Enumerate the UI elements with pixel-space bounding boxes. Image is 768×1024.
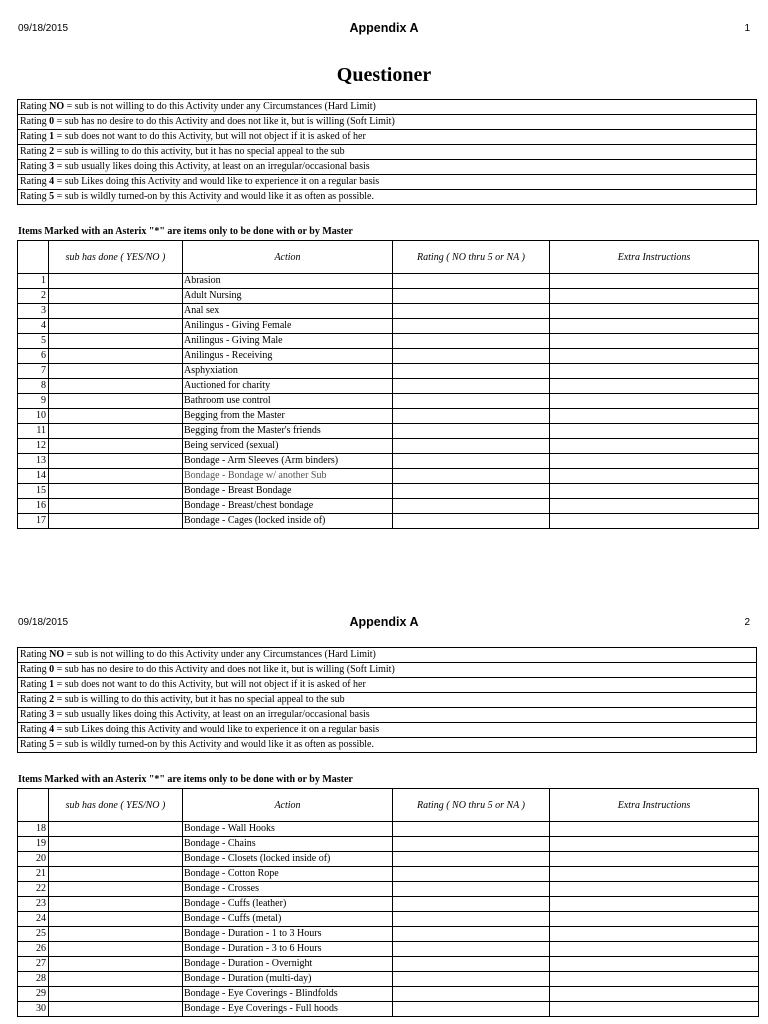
table-row xyxy=(18,927,759,942)
row-number: 16 xyxy=(18,499,49,514)
legend-rating-key: NO xyxy=(49,101,65,112)
row-number: 29 xyxy=(18,987,49,1002)
sub-has-done-cell[interactable] xyxy=(49,927,183,942)
legend-rating-key: 1 xyxy=(49,679,55,690)
legend-description: = sub has no desire to do this Activity and does not like it, but is willing (Soft Limit) xyxy=(54,116,395,127)
action-cell: Bondage - Crosses xyxy=(183,882,393,897)
rating-cell[interactable] xyxy=(393,987,550,1002)
extra-instructions-header: Extra Instructions xyxy=(550,789,759,822)
legend-row xyxy=(18,723,757,738)
legend-rating-key: 5 xyxy=(49,739,55,750)
legend-cell xyxy=(18,175,757,190)
action-cell: Begging from the Master's friends xyxy=(183,424,393,439)
legend-description: = sub does not want to do this Activity, but will not object if it is asked of her xyxy=(54,679,366,690)
asterix-note: Items Marked with an Asterix "*" are items only to be done with or by Master xyxy=(18,226,353,237)
extra-instructions-cell[interactable] xyxy=(550,822,759,837)
action-cell: Bondage - Bondage w/ another Sub xyxy=(183,469,393,484)
legend-cell xyxy=(18,738,757,753)
table-row xyxy=(18,957,759,972)
extra-instructions-cell[interactable] xyxy=(550,942,759,957)
legend-row xyxy=(18,190,757,205)
sub-has-done-cell[interactable] xyxy=(49,454,183,469)
extra-instructions-cell[interactable] xyxy=(550,867,759,882)
sub-has-done-cell[interactable] xyxy=(49,957,183,972)
legend-cell xyxy=(18,130,757,145)
legend-description: = sub is willing to do this activity, but it has no special appeal to the sub xyxy=(54,146,345,157)
legend-prefix: Rating xyxy=(20,679,50,690)
legend-description: = sub Likes doing this Activity and would like to experience it on a regular basis xyxy=(54,176,380,187)
extra-instructions-cell[interactable] xyxy=(550,439,759,454)
action-cell: Anilingus - Giving Female xyxy=(183,319,393,334)
rating-cell[interactable] xyxy=(393,379,550,394)
legend-prefix: Rating xyxy=(20,116,50,127)
sub-has-done-cell[interactable] xyxy=(49,514,183,529)
rating-legend xyxy=(17,647,757,753)
action-cell: Anilingus - Giving Male xyxy=(183,334,393,349)
table-row xyxy=(18,912,759,927)
sub-has-done-cell[interactable] xyxy=(49,499,183,514)
legend-prefix: Rating xyxy=(20,709,50,720)
sub-has-done-cell[interactable] xyxy=(49,882,183,897)
action-cell: Bondage - Chains xyxy=(183,837,393,852)
legend-row xyxy=(18,100,757,115)
sub-has-done-cell[interactable] xyxy=(49,394,183,409)
table-row xyxy=(18,484,759,499)
action-cell: Auctioned for charity xyxy=(183,379,393,394)
legend-prefix: Rating xyxy=(20,131,50,142)
legend-rating-key: 0 xyxy=(49,116,55,127)
sub-has-done-cell[interactable] xyxy=(49,379,183,394)
rating-cell[interactable] xyxy=(393,942,550,957)
asterix-note: Items Marked with an Asterix "*" are items only to be done with or by Master xyxy=(18,774,353,785)
extra-instructions-cell[interactable] xyxy=(550,927,759,942)
sub-has-done-cell[interactable] xyxy=(49,837,183,852)
action-cell: Bondage - Closets (locked inside of) xyxy=(183,852,393,867)
rating-cell[interactable] xyxy=(393,499,550,514)
header-title: Appendix A xyxy=(349,615,419,629)
legend-cell xyxy=(18,115,757,130)
extra-instructions-header: Extra Instructions xyxy=(550,241,759,274)
rating-cell[interactable] xyxy=(393,349,550,364)
action-cell: Bondage - Arm Sleeves (Arm binders) xyxy=(183,454,393,469)
action-cell: Bondage - Cuffs (leather) xyxy=(183,897,393,912)
sub-has-done-cell[interactable] xyxy=(49,912,183,927)
rating-cell[interactable] xyxy=(393,394,550,409)
legend-rating-key: 3 xyxy=(49,161,55,172)
rating-header: Rating ( NO thru 5 or NA ) xyxy=(393,789,550,822)
legend-description: = sub is willing to do this activity, but it has no special appeal to the sub xyxy=(54,694,345,705)
legend-row xyxy=(18,115,757,130)
action-cell: Asphyxiation xyxy=(183,364,393,379)
row-number: 23 xyxy=(18,897,49,912)
legend-rating-key: 3 xyxy=(49,709,55,720)
table-row xyxy=(18,424,759,439)
legend-cell xyxy=(18,190,757,205)
rating-cell[interactable] xyxy=(393,882,550,897)
action-header: Action xyxy=(183,789,393,822)
extra-instructions-cell[interactable] xyxy=(550,837,759,852)
extra-instructions-cell[interactable] xyxy=(550,349,759,364)
action-cell: Bondage - Duration - Overnight xyxy=(183,957,393,972)
row-number: 28 xyxy=(18,972,49,987)
row-number-header xyxy=(18,789,49,822)
legend-row xyxy=(18,648,757,663)
row-number: 3 xyxy=(18,304,49,319)
row-number: 25 xyxy=(18,927,49,942)
extra-instructions-cell[interactable] xyxy=(550,514,759,529)
action-cell: Bondage - Duration - 3 to 6 Hours xyxy=(183,942,393,957)
row-number: 27 xyxy=(18,957,49,972)
legend-description: = sub has no desire to do this Activity and does not like it, but is willing (Soft Limit) xyxy=(54,664,395,675)
row-number: 17 xyxy=(18,514,49,529)
legend-prefix: Rating xyxy=(20,664,50,675)
row-number: 14 xyxy=(18,469,49,484)
legend-row xyxy=(18,145,757,160)
activity-table xyxy=(17,240,759,529)
rating-cell[interactable] xyxy=(393,852,550,867)
extra-instructions-cell[interactable] xyxy=(550,1002,759,1017)
table-row xyxy=(18,439,759,454)
extra-instructions-cell[interactable] xyxy=(550,424,759,439)
rating-cell[interactable] xyxy=(393,454,550,469)
legend-prefix: Rating xyxy=(20,176,50,187)
sub-has-done-cell[interactable] xyxy=(49,319,183,334)
extra-instructions-cell[interactable] xyxy=(550,882,759,897)
action-cell: Bondage - Eye Coverings - Full hoods xyxy=(183,1002,393,1017)
table-row xyxy=(18,274,759,289)
table-row xyxy=(18,349,759,364)
table-row xyxy=(18,1002,759,1017)
action-cell: Bondage - Duration - 1 to 3 Hours xyxy=(183,927,393,942)
action-cell: Adult Nursing xyxy=(183,289,393,304)
sub-has-done-cell[interactable] xyxy=(49,439,183,454)
extra-instructions-cell[interactable] xyxy=(550,972,759,987)
sub-has-done-cell[interactable] xyxy=(49,274,183,289)
sub-has-done-cell[interactable] xyxy=(49,987,183,1002)
header-page-number: 2 xyxy=(744,617,750,628)
table-row xyxy=(18,822,759,837)
action-cell: Being serviced (sexual) xyxy=(183,439,393,454)
row-number: 19 xyxy=(18,837,49,852)
table-row xyxy=(18,867,759,882)
extra-instructions-cell[interactable] xyxy=(550,274,759,289)
legend-row xyxy=(18,678,757,693)
legend-prefix: Rating xyxy=(20,191,50,202)
sub-has-done-header: sub has done ( YES/NO ) xyxy=(49,241,183,274)
table-row xyxy=(18,499,759,514)
sub-has-done-cell[interactable] xyxy=(49,469,183,484)
sub-has-done-cell[interactable] xyxy=(49,822,183,837)
action-cell: Bondage - Duration (multi-day) xyxy=(183,972,393,987)
sub-has-done-cell[interactable] xyxy=(49,334,183,349)
extra-instructions-cell[interactable] xyxy=(550,987,759,1002)
rating-cell[interactable] xyxy=(393,334,550,349)
rating-cell[interactable] xyxy=(393,822,550,837)
table-row xyxy=(18,394,759,409)
table-row xyxy=(18,837,759,852)
row-number: 5 xyxy=(18,334,49,349)
rating-cell[interactable] xyxy=(393,927,550,942)
legend-prefix: Rating xyxy=(20,739,50,750)
sub-has-done-cell[interactable] xyxy=(49,409,183,424)
activity-table xyxy=(17,788,759,1017)
rating-cell[interactable] xyxy=(393,304,550,319)
sub-has-done-cell[interactable] xyxy=(49,852,183,867)
row-number: 20 xyxy=(18,852,49,867)
table-row xyxy=(18,514,759,529)
legend-cell xyxy=(18,160,757,175)
rating-cell[interactable] xyxy=(393,897,550,912)
document-title: Questioner xyxy=(336,64,432,86)
row-number: 15 xyxy=(18,484,49,499)
legend-rating-key: 2 xyxy=(49,146,55,157)
rating-cell[interactable] xyxy=(393,957,550,972)
extra-instructions-cell[interactable] xyxy=(550,454,759,469)
legend-cell xyxy=(18,663,757,678)
extra-instructions-cell[interactable] xyxy=(550,319,759,334)
legend-row xyxy=(18,175,757,190)
rating-cell[interactable] xyxy=(393,837,550,852)
legend-rating-key: NO xyxy=(49,649,65,660)
legend-rating-key: 4 xyxy=(49,724,55,735)
sub-has-done-header: sub has done ( YES/NO ) xyxy=(49,789,183,822)
legend-row xyxy=(18,708,757,723)
legend-description: = sub usually likes doing this Activity, at least on an irregular/occasional basis xyxy=(54,709,370,720)
legend-cell xyxy=(18,693,757,708)
table-header-row xyxy=(18,241,759,274)
legend-description: = sub Likes doing this Activity and would like to experience it on a regular basis xyxy=(54,724,380,735)
row-number-header xyxy=(18,241,49,274)
legend-row xyxy=(18,160,757,175)
legend-description: = sub is wildly turned-on by this Activity and would like it as often as possible. xyxy=(54,191,374,202)
rating-cell[interactable] xyxy=(393,439,550,454)
row-number: 4 xyxy=(18,319,49,334)
document-page-2 xyxy=(0,548,768,1024)
table-row xyxy=(18,972,759,987)
legend-description: = sub is not willing to do this Activity under any Circumstances (Hard Limit) xyxy=(64,101,376,112)
header-date: 09/18/2015 xyxy=(18,617,69,628)
table-row xyxy=(18,882,759,897)
rating-legend xyxy=(17,99,757,205)
legend-rating-key: 4 xyxy=(49,176,55,187)
sub-has-done-cell[interactable] xyxy=(49,304,183,319)
table-header-row xyxy=(18,789,759,822)
sub-has-done-cell[interactable] xyxy=(49,424,183,439)
legend-cell xyxy=(18,708,757,723)
legend-description: = sub usually likes doing this Activity, at least on an irregular/occasional basis xyxy=(54,161,370,172)
row-number: 22 xyxy=(18,882,49,897)
action-cell: Bathroom use control xyxy=(183,394,393,409)
row-number: 24 xyxy=(18,912,49,927)
action-cell: Bondage - Cuffs (metal) xyxy=(183,912,393,927)
row-number: 13 xyxy=(18,454,49,469)
sub-has-done-cell[interactable] xyxy=(49,484,183,499)
rating-cell[interactable] xyxy=(393,424,550,439)
table-row xyxy=(18,942,759,957)
table-row xyxy=(18,987,759,1002)
action-cell: Bondage - Breast Bondage xyxy=(183,484,393,499)
rating-cell[interactable] xyxy=(393,972,550,987)
sub-has-done-cell[interactable] xyxy=(49,972,183,987)
row-number: 1 xyxy=(18,274,49,289)
sub-has-done-cell[interactable] xyxy=(49,349,183,364)
legend-rating-key: 2 xyxy=(49,694,55,705)
extra-instructions-cell[interactable] xyxy=(550,469,759,484)
table-row xyxy=(18,319,759,334)
rating-cell[interactable] xyxy=(393,289,550,304)
legend-row xyxy=(18,738,757,753)
table-row xyxy=(18,409,759,424)
rating-cell[interactable] xyxy=(393,274,550,289)
sub-has-done-cell[interactable] xyxy=(49,364,183,379)
rating-cell[interactable] xyxy=(393,319,550,334)
sub-has-done-cell[interactable] xyxy=(49,1002,183,1017)
legend-cell xyxy=(18,678,757,693)
header-page-number: 1 xyxy=(744,23,750,34)
header-title: Appendix A xyxy=(349,21,419,35)
extra-instructions-cell[interactable] xyxy=(550,394,759,409)
sub-has-done-cell[interactable] xyxy=(49,867,183,882)
table-row xyxy=(18,289,759,304)
legend-prefix: Rating xyxy=(20,724,50,735)
extra-instructions-cell[interactable] xyxy=(550,484,759,499)
extra-instructions-cell[interactable] xyxy=(550,912,759,927)
table-row xyxy=(18,852,759,867)
legend-rating-key: 1 xyxy=(49,131,55,142)
table-row xyxy=(18,334,759,349)
table-row xyxy=(18,897,759,912)
extra-instructions-cell[interactable] xyxy=(550,409,759,424)
sub-has-done-cell[interactable] xyxy=(49,897,183,912)
extra-instructions-cell[interactable] xyxy=(550,289,759,304)
legend-description: = sub does not want to do this Activity, but will not object if it is asked of her xyxy=(54,131,366,142)
row-number: 12 xyxy=(18,439,49,454)
sub-has-done-cell[interactable] xyxy=(49,942,183,957)
action-cell: Bondage - Cotton Rope xyxy=(183,867,393,882)
row-number: 18 xyxy=(18,822,49,837)
rating-cell[interactable] xyxy=(393,1002,550,1017)
row-number: 9 xyxy=(18,394,49,409)
extra-instructions-cell[interactable] xyxy=(550,334,759,349)
legend-cell xyxy=(18,100,757,115)
extra-instructions-cell[interactable] xyxy=(550,897,759,912)
sub-has-done-cell[interactable] xyxy=(49,289,183,304)
row-number: 30 xyxy=(18,1002,49,1017)
extra-instructions-cell[interactable] xyxy=(550,852,759,867)
legend-cell xyxy=(18,145,757,160)
legend-cell xyxy=(18,723,757,738)
legend-description: = sub is not willing to do this Activity under any Circumstances (Hard Limit) xyxy=(64,649,376,660)
row-number: 10 xyxy=(18,409,49,424)
header-date: 09/18/2015 xyxy=(18,23,69,34)
legend-rating-key: 0 xyxy=(49,664,55,675)
legend-rating-key: 5 xyxy=(49,191,55,202)
row-number: 6 xyxy=(18,349,49,364)
legend-row xyxy=(18,693,757,708)
action-cell: Anilingus - Receiving xyxy=(183,349,393,364)
row-number: 26 xyxy=(18,942,49,957)
table-row xyxy=(18,304,759,319)
rating-cell[interactable] xyxy=(393,364,550,379)
extra-instructions-cell[interactable] xyxy=(550,304,759,319)
action-cell: Abrasion xyxy=(183,274,393,289)
legend-prefix: Rating xyxy=(20,101,50,112)
row-number: 11 xyxy=(18,424,49,439)
legend-row xyxy=(18,130,757,145)
action-cell: Begging from the Master xyxy=(183,409,393,424)
row-number: 8 xyxy=(18,379,49,394)
legend-description: = sub is wildly turned-on by this Activity and would like it as often as possible. xyxy=(54,739,374,750)
rating-header: Rating ( NO thru 5 or NA ) xyxy=(393,241,550,274)
rating-cell[interactable] xyxy=(393,867,550,882)
legend-cell xyxy=(18,648,757,663)
table-row xyxy=(18,454,759,469)
legend-prefix: Rating xyxy=(20,649,50,660)
legend-row xyxy=(18,663,757,678)
table-row xyxy=(18,379,759,394)
rating-cell[interactable] xyxy=(393,469,550,484)
table-row xyxy=(18,364,759,379)
action-cell: Bondage - Cages (locked inside of) xyxy=(183,514,393,529)
legend-prefix: Rating xyxy=(20,146,50,157)
action-cell: Bondage - Eye Coverings - Blindfolds xyxy=(183,987,393,1002)
action-cell: Bondage - Breast/chest bondage xyxy=(183,499,393,514)
action-header: Action xyxy=(183,241,393,274)
extra-instructions-cell[interactable] xyxy=(550,364,759,379)
rating-cell[interactable] xyxy=(393,484,550,499)
legend-prefix: Rating xyxy=(20,161,50,172)
action-cell: Anal sex xyxy=(183,304,393,319)
table-row xyxy=(18,469,759,484)
legend-prefix: Rating xyxy=(20,694,50,705)
rating-cell[interactable] xyxy=(393,912,550,927)
rating-cell[interactable] xyxy=(393,409,550,424)
action-cell: Bondage - Wall Hooks xyxy=(183,822,393,837)
extra-instructions-cell[interactable] xyxy=(550,499,759,514)
row-number: 2 xyxy=(18,289,49,304)
extra-instructions-cell[interactable] xyxy=(550,957,759,972)
row-number: 7 xyxy=(18,364,49,379)
rating-cell[interactable] xyxy=(393,514,550,529)
row-number: 21 xyxy=(18,867,49,882)
extra-instructions-cell[interactable] xyxy=(550,379,759,394)
